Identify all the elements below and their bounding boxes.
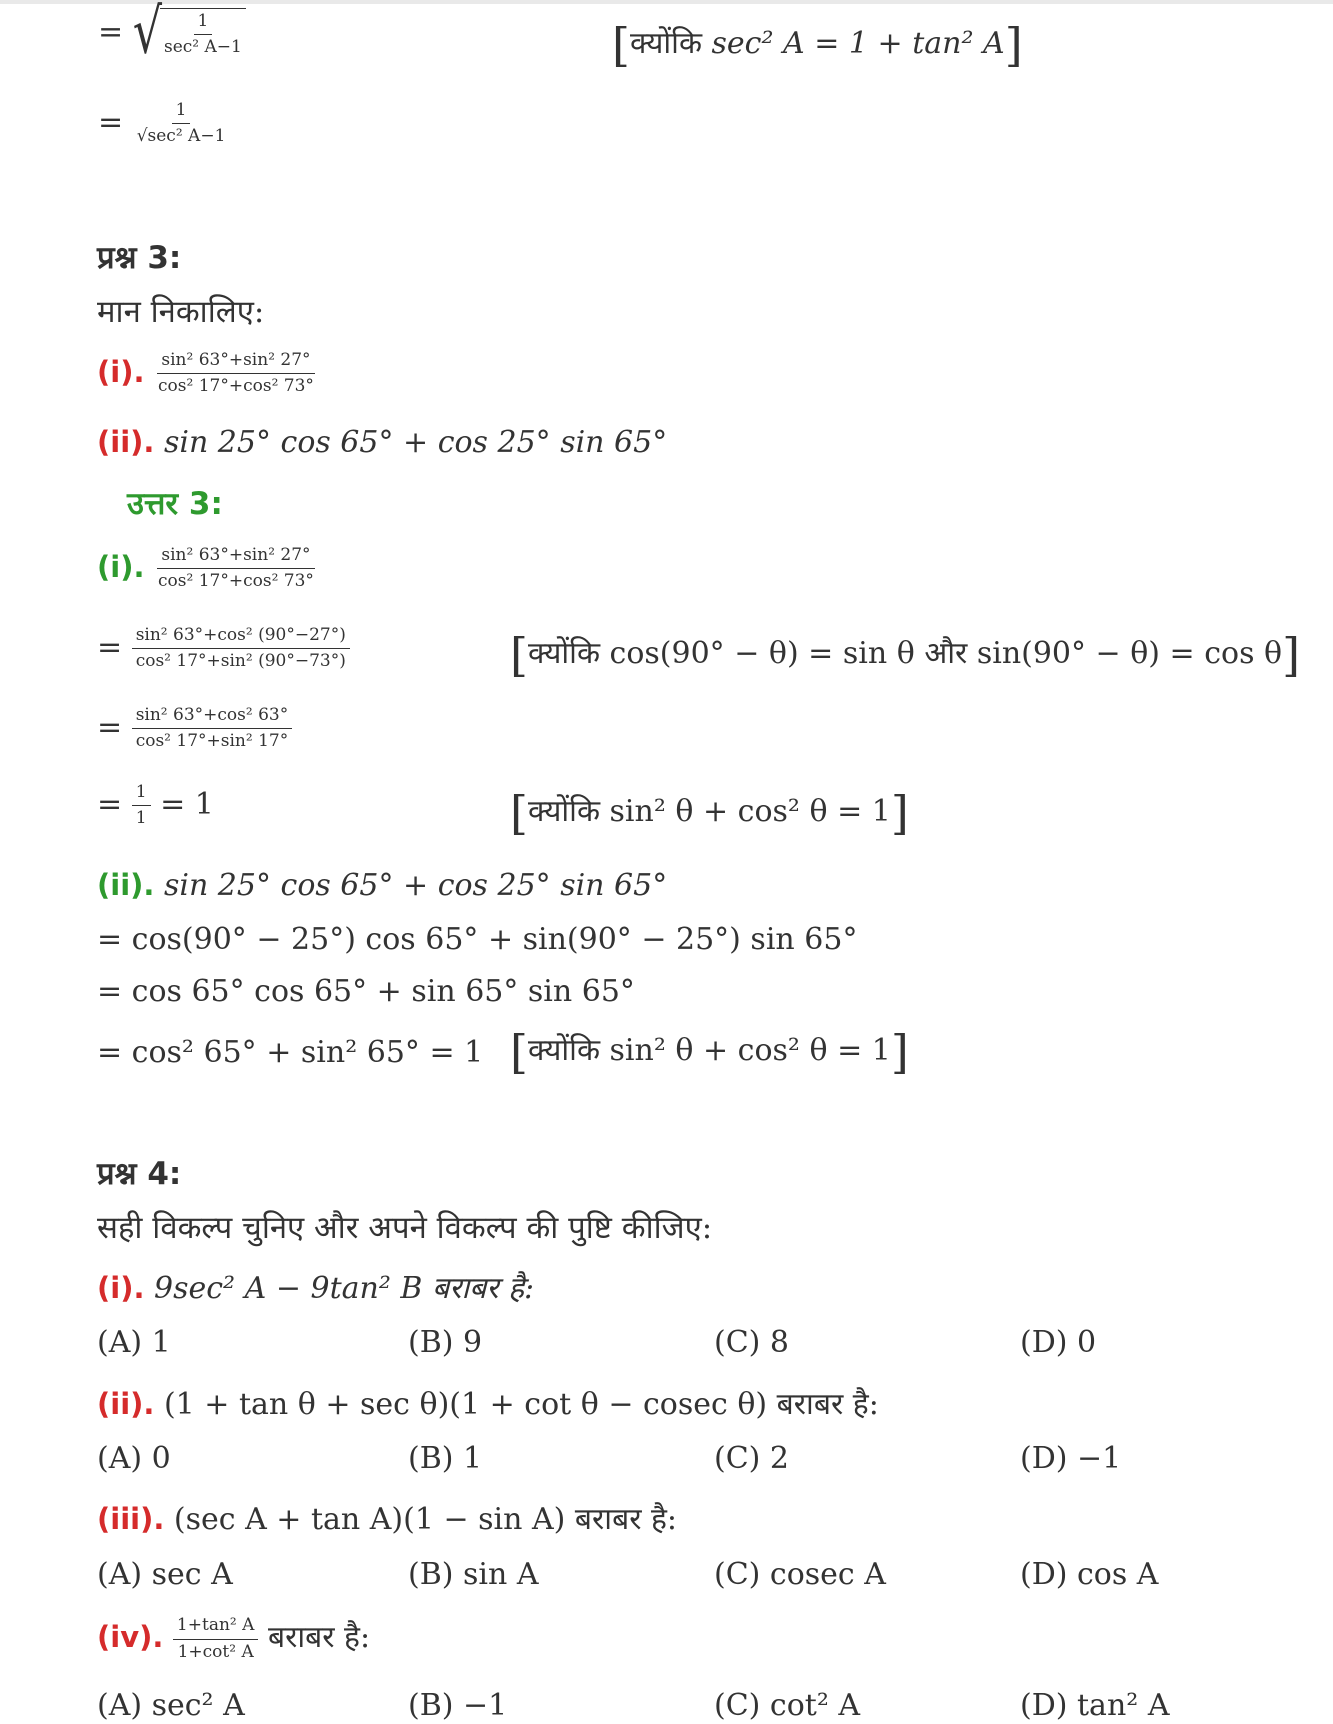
fraction-numerator: 1 [132, 782, 151, 806]
expression: बराबर है: [267, 1620, 371, 1655]
part-label: (iii). [97, 1502, 165, 1536]
option-c: (C) cosec A [714, 1557, 886, 1592]
answer-3-part-ii [97, 868, 667, 903]
expression: sin 25° cos 65° + cos 25° sin 65° [163, 868, 668, 903]
top-line-2 [98, 100, 229, 148]
answer-3-part-ii-reason: [क्योंकि sin² θ + cos² θ = 1] [510, 1025, 909, 1079]
expression: 9sec² A − 9tan² B बराबर है: [154, 1271, 535, 1306]
fraction-denominator: 1+cot² A [177, 1641, 254, 1662]
reason-kyonki: क्योंकि [629, 26, 702, 61]
fraction-numerator: 1+tan² A [173, 1615, 258, 1639]
question-4-part-iii [97, 1497, 677, 1538]
fraction-denominator: cos² 17°+sin² (90°−73°) [135, 651, 346, 672]
expression: sin 25° cos 65° + cos 25° sin 65° [163, 425, 668, 460]
option-d: (D) cos A [1020, 1557, 1159, 1592]
option-d: (D) tan² A [1020, 1688, 1170, 1723]
reason-kyonki: क्योंकि [527, 636, 600, 671]
option-a: (A) sec A [97, 1557, 233, 1592]
sqrt-expression: √ $\frac{1}{\text{sec² A−1}}$ [133, 8, 246, 59]
option-b: (B) 1 [408, 1441, 483, 1476]
question-4-part-iv [97, 1615, 370, 1663]
fraction-numerator: 1 [194, 11, 213, 35]
equals-sign: = [98, 14, 124, 50]
part-label: (ii). [97, 1387, 155, 1421]
question-3-instruction: मान निकालिए: [97, 294, 265, 330]
part-label: (ii). [97, 868, 155, 902]
reason-expression-b: sin(90° − θ) = cos θ [976, 636, 1283, 671]
option-a: (A) sec² A [97, 1688, 245, 1723]
reason-kyonki: क्योंकि [527, 1033, 600, 1068]
question-4-instruction: सही विकल्प चुनिए और अपने विकल्प की पुष्टि कीजिए: [97, 1210, 713, 1246]
part-label: (ii). [97, 425, 155, 459]
fraction-numerator: sin² 63°+sin² 27° [157, 350, 314, 374]
reason-expression: sec² A = 1 + tan² A [711, 26, 1005, 61]
reason-conjunction: और [924, 636, 968, 671]
option-b: (B) sin A [408, 1557, 539, 1592]
reason-expression: sin² θ + cos² θ = 1 [609, 794, 891, 829]
reason-expression-a: cos(90° − θ) = sin θ [609, 636, 915, 671]
part-label: (i). [97, 354, 145, 389]
fraction-numerator: sin² 63°+cos² 63° [132, 705, 293, 729]
fraction-denominator: cos² 17°+cos² 73° [158, 571, 314, 592]
option-b: (B) −1 [408, 1688, 508, 1723]
fraction-denominator: √sec² A−1 [136, 126, 226, 147]
equals-sign: = [97, 629, 123, 665]
part-label: (i). [97, 1271, 145, 1305]
option-c: (C) cot² A [714, 1688, 861, 1723]
top-line-1 [98, 0, 246, 68]
fraction-denominator: cos² 17°+cos² 73° [158, 376, 314, 397]
expression: (1 + tan θ + sec θ)(1 + cot θ − cosec θ) बराबर है: [163, 1387, 879, 1422]
fraction-denominator: cos² 17°+sin² 17° [135, 731, 289, 752]
expression: (sec A + tan A)(1 − sin A) बराबर है: [173, 1502, 678, 1537]
answer-3-step-2-reason: [क्योंकि cos(90° − θ) = sin θ और sin(90° − θ) = cos θ] [510, 628, 1301, 682]
part-label: (iv). [97, 1620, 164, 1654]
option-d: (D) −1 [1020, 1441, 1122, 1476]
answer-3-heading: उत्तर 3: [127, 486, 223, 522]
answer-3-part-ii-line-2: = cos(90° − 25°) cos 65° + sin(90° − 25°) sin 65° [97, 922, 858, 957]
answer-3-part-ii-line-4: = cos² 65° + sin² 65° = 1 [97, 1035, 484, 1070]
answer-3-step-4-reason: [क्योंकि sin² θ + cos² θ = 1] [510, 786, 909, 840]
option-d: (D) 0 [1020, 1325, 1097, 1360]
option-c: (C) 8 [714, 1325, 789, 1360]
option-a: (A) 1 [97, 1325, 171, 1360]
option-a: (A) 0 [97, 1441, 171, 1476]
top-line-1-reason: [क्योंकि sec² A = 1 + tan² A] [612, 18, 1023, 72]
option-b: (B) 9 [408, 1325, 483, 1360]
reason-expression: sin² θ + cos² θ = 1 [609, 1033, 891, 1068]
top-divider [0, 0, 1333, 4]
equals-sign: = [98, 104, 124, 140]
option-c: (C) 2 [714, 1441, 789, 1476]
question-3-part-i [97, 350, 318, 398]
result: = 1 [160, 786, 214, 822]
question-4-part-i [97, 1266, 534, 1307]
fraction-denominator: sec² A−1 [164, 37, 242, 58]
fraction-denominator: 1 [135, 808, 147, 829]
answer-3-step-3 [97, 705, 292, 753]
answer-3-step-4 [97, 782, 214, 830]
reason-kyonki: क्योंकि [527, 794, 600, 829]
equals-sign: = [97, 709, 123, 745]
part-label: (i). [97, 549, 145, 584]
question-4-part-ii [97, 1382, 879, 1423]
fraction-numerator: sin² 63°+sin² 27° [157, 545, 314, 569]
answer-3-step-2 [97, 625, 350, 673]
equals-sign: = [97, 786, 123, 822]
fraction-numerator: sin² 63°+cos² (90°−27°) [132, 625, 350, 649]
fraction-numerator: 1 [172, 100, 191, 124]
question-4-heading: प्रश्न 4: [97, 1156, 182, 1192]
question-3-heading: प्रश्न 3: [97, 240, 182, 276]
answer-3-part-ii-line-3: = cos 65° cos 65° + sin 65° sin 65° [97, 974, 635, 1009]
question-3-part-ii [97, 425, 667, 460]
answer-3-step-1 [97, 545, 318, 593]
